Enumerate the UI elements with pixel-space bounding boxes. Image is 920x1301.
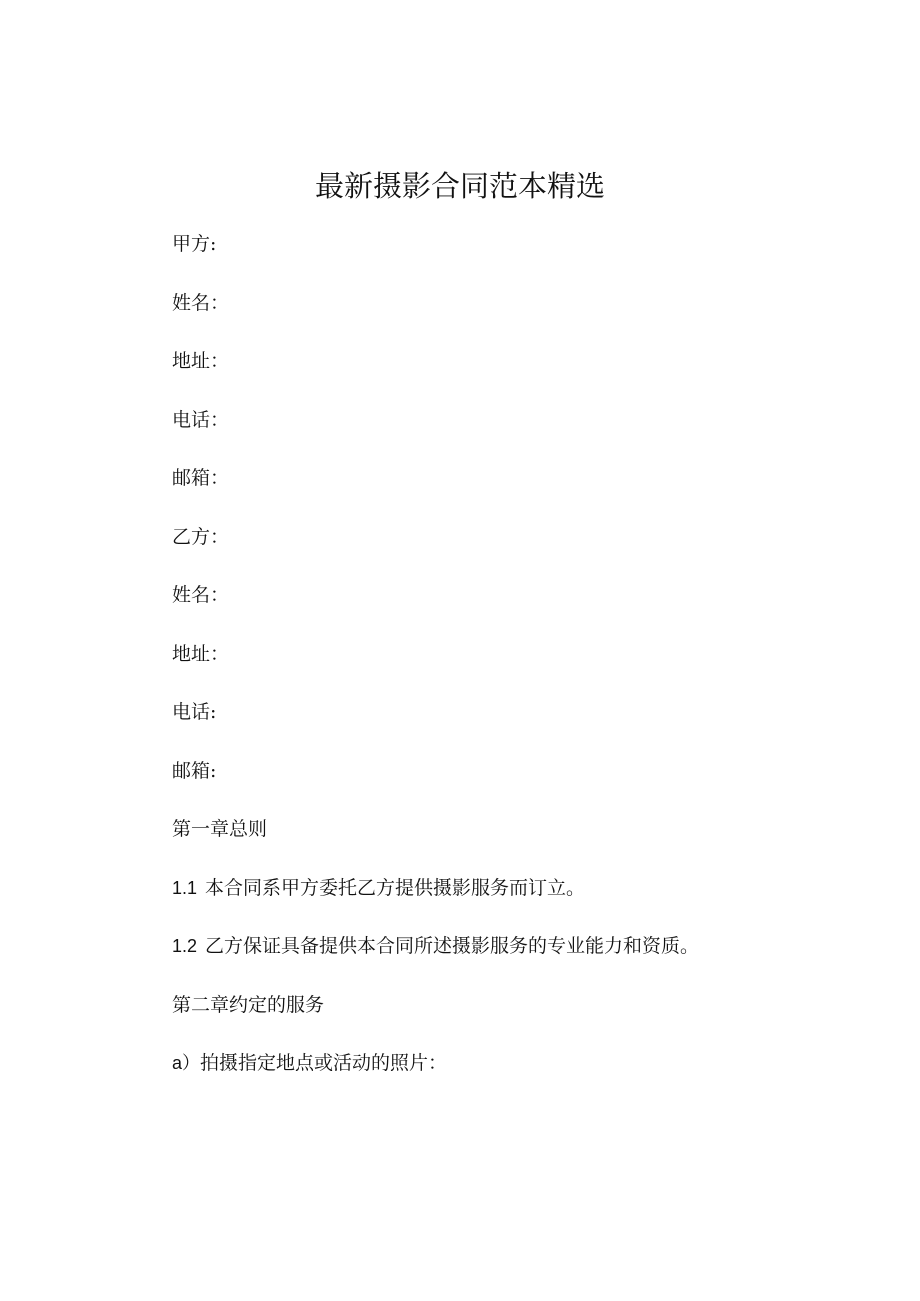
party-a-address-label: 地址： — [172, 350, 230, 372]
item-text: 拍摄指定地点或活动的照片： — [200, 1052, 448, 1074]
party-a-heading: 甲方: — [172, 233, 217, 255]
party-a-email-label: 邮箱： — [172, 467, 230, 489]
clause-1-1 — [172, 873, 585, 903]
party-b-email-label: 邮箱: — [172, 760, 217, 782]
document-title: 最新摄影合同范本精选 — [314, 169, 605, 203]
service-item-a — [172, 1048, 447, 1078]
party-b-phone-label: 电话: — [172, 701, 217, 723]
party-b-address-label: 地址： — [172, 643, 230, 665]
chapter-2-heading: 第二章约定的服务 — [172, 994, 325, 1016]
party-a-phone-label: 电话： — [172, 409, 230, 431]
clause-number: 1.1 — [172, 878, 198, 898]
item-marker: a） — [172, 1053, 201, 1073]
clause-number: 1.2 — [172, 936, 198, 956]
clause-text: 乙方保证具备提供本合同所述摄影服务的专业能力和资质。 — [205, 935, 700, 957]
party-b-heading: 乙方： — [172, 526, 230, 548]
party-b-name-label: 姓名： — [172, 584, 230, 606]
clause-1-2 — [172, 931, 699, 961]
chapter-1-heading: 第一章总则 — [172, 818, 268, 840]
clause-text: 本合同系甲方委托乙方提供摄影服务而订立。 — [205, 877, 586, 899]
party-a-name-label: 姓名： — [172, 292, 230, 314]
